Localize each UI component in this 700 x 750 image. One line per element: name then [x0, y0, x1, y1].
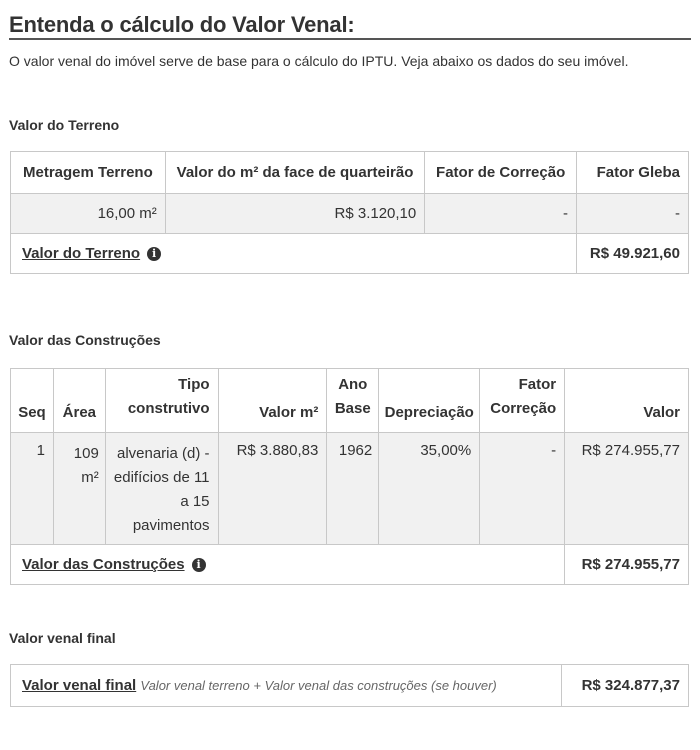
cell-fator-correcao: -	[480, 433, 565, 545]
intro-text: O valor venal do imóvel serve de base para o cálculo do IPTU. Veja abaixo os dados do seu imóvel.	[9, 53, 629, 69]
terreno-total-value: R$ 49.921,60	[577, 234, 689, 274]
col-area: Área	[53, 369, 105, 433]
valor-terreno-link[interactable]: Valor do Terreno	[22, 245, 141, 262]
cell-seq: 1	[11, 433, 54, 545]
cell-ano-base: 1962	[327, 433, 379, 545]
construcoes-table	[10, 368, 689, 585]
table-row	[11, 433, 689, 545]
cell-tipo-construtivo: alvenaria (d) - edifícios de 11 a 15 pavimentos	[105, 433, 218, 545]
col-seq: Seq	[11, 369, 54, 433]
col-valor-m2: Valor m²	[218, 369, 327, 433]
terreno-table	[10, 151, 689, 274]
construcoes-total-value: R$ 274.955,77	[565, 545, 689, 585]
cell-valor-m2: R$ 3.880,83	[218, 433, 327, 545]
final-label-cell	[11, 665, 562, 707]
final-value: R$ 324.877,37	[562, 665, 689, 707]
col-fator-correcao: Fator Correção	[480, 369, 565, 433]
cell-depreciacao: 35,00%	[379, 433, 480, 545]
page-title: Entenda o cálculo do Valor Venal:	[9, 12, 355, 37]
col-fator-gleba: Fator Gleba	[577, 152, 689, 194]
title-divider	[9, 38, 691, 40]
section-label-construcoes: Valor das Construções	[9, 332, 161, 348]
final-table	[10, 664, 689, 707]
cell-fator-correcao: -	[425, 194, 577, 234]
terreno-header-row	[11, 152, 689, 194]
info-icon[interactable]: i	[192, 558, 206, 572]
cell-valor-m2: R$ 3.120,10	[165, 194, 424, 234]
info-icon[interactable]: i	[147, 247, 161, 261]
col-ano-base: Ano Base	[327, 369, 379, 433]
cell-valor: R$ 274.955,77	[565, 433, 689, 545]
cell-fator-gleba: -	[577, 194, 689, 234]
table-row	[11, 194, 689, 234]
cell-area: 109 m²	[53, 433, 105, 545]
construcoes-total-row	[11, 545, 689, 585]
col-depreciacao: Depreciação	[379, 369, 480, 433]
final-row	[11, 665, 689, 707]
construcoes-header-row	[11, 369, 689, 433]
col-valor: Valor	[565, 369, 689, 433]
construcoes-total-label-cell	[11, 545, 565, 585]
col-fator-correcao: Fator de Correção	[425, 152, 577, 194]
col-valor-m2-face: Valor do m² da face de quarteirão	[165, 152, 424, 194]
terreno-total-row	[11, 234, 689, 274]
cell-metragem: 16,00 m²	[11, 194, 166, 234]
valor-venal-final-link[interactable]: Valor venal final	[22, 677, 137, 694]
final-formula: Valor venal terreno + Valor venal das construções (se houver)	[140, 678, 497, 693]
section-label-terreno: Valor do Terreno	[9, 117, 120, 133]
terreno-total-label-cell	[11, 234, 577, 274]
section-label-final: Valor venal final	[9, 630, 116, 646]
col-tipo-construtivo: Tipo construtivo	[105, 369, 218, 433]
valor-construcoes-link[interactable]: Valor das Construções	[22, 556, 185, 573]
col-metragem-terreno: Metragem Terreno	[11, 152, 166, 194]
